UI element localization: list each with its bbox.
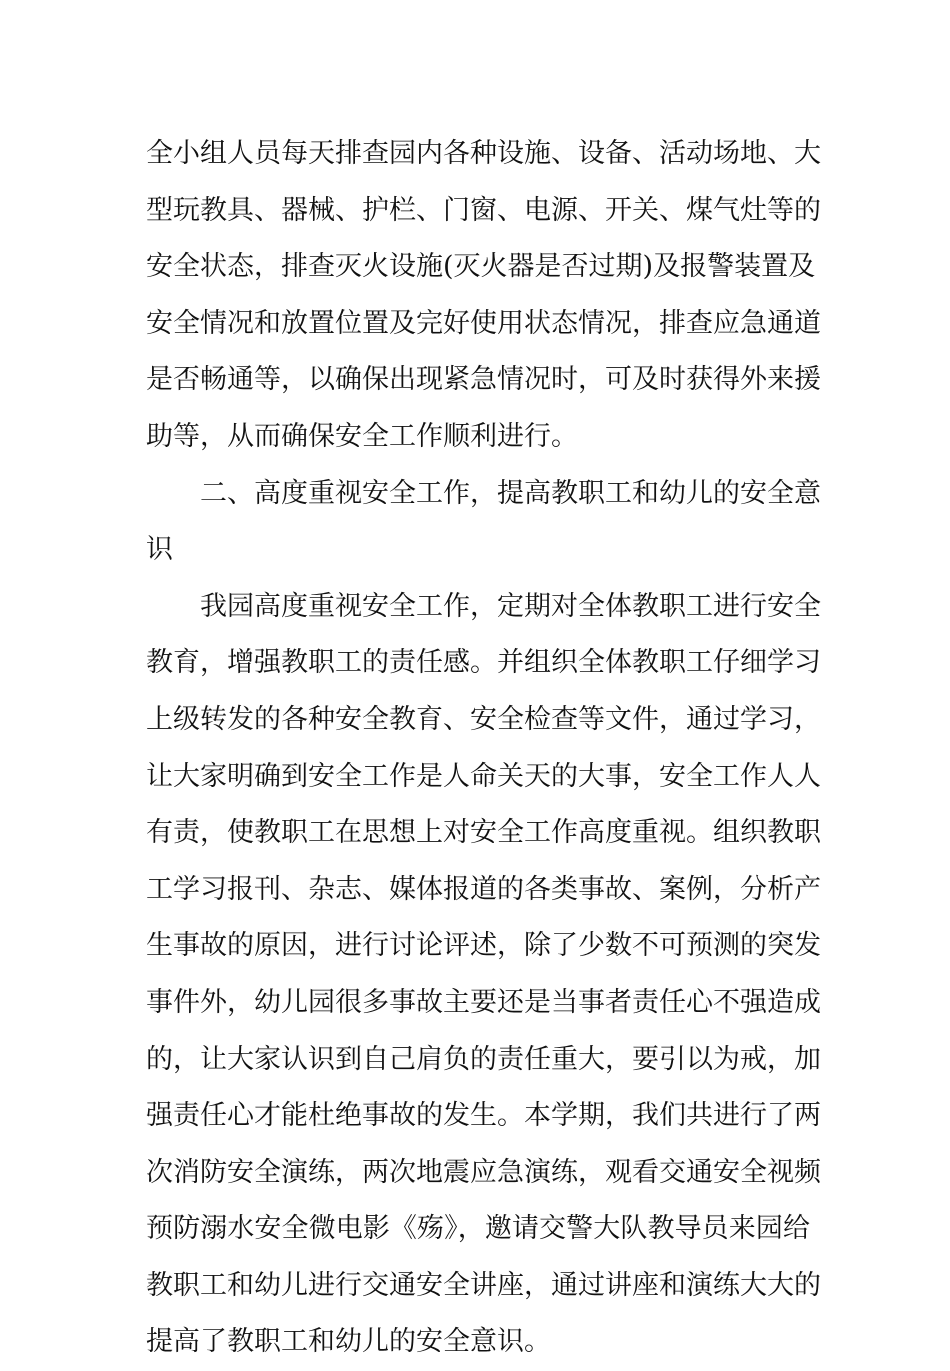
text-line: 预防溺水安全微电影《殇》，邀请交警大队教导员来园给 <box>146 1213 810 1245</box>
text-line: 我园高度重视安全工作，定期对全体教职工进行安全 <box>200 590 821 622</box>
text-line: 型玩教具、器械、护栏、门窗、电源、开关、煤气灶等的 <box>146 194 821 226</box>
text-line: 上级转发的各种安全教育、安全检查等文件，通过学习， <box>146 703 821 735</box>
text-line: 生事故的原因，进行讨论评述，除了少数不可预测的突发 <box>146 930 821 962</box>
text-line: 安全状态，排查灭火设施(灭火器是否过期)及报警装置及 <box>146 251 816 283</box>
text-line: 次消防安全演练，两次地震应急演练，观看交通安全视频 <box>146 1156 821 1188</box>
text-line: 强责任心才能杜绝事故的发生。本学期，我们共进行了两 <box>146 1100 821 1132</box>
text-line: 提高了教职工和幼儿的安全意识。 <box>146 1326 551 1358</box>
text-line: 事件外，幼儿园很多事故主要还是当事者责任心不强造成 <box>146 986 821 1018</box>
paragraph-safety-inspection <box>146 126 821 466</box>
text-line: 让大家明确到安全工作是人命关天的大事，安全工作人人 <box>146 760 821 792</box>
heading-line: 二、高度重视安全工作，提高教职工和幼儿的安全意 <box>200 477 821 509</box>
section-heading-2 <box>146 466 821 579</box>
heading-line: 识 <box>146 534 173 566</box>
text-line: 安全情况和放置位置及完好使用状态情况，排查应急通道 <box>146 307 821 339</box>
text-line: 是否畅通等，以确保出现紧急情况时，可及时获得外来援 <box>146 364 821 396</box>
paragraph-safety-education <box>146 579 821 1371</box>
text-line: 工学习报刊、杂志、媒体报道的各类事故、案例，分析产 <box>146 873 821 905</box>
text-line: 的，让大家认识到自己肩负的责任重大，要引以为戒，加 <box>146 1043 821 1075</box>
text-line: 全小组人员每天排查园内各种设施、设备、活动场地、大 <box>146 138 821 169</box>
text-line: 助等，从而确保安全工作顺利进行。 <box>146 420 578 452</box>
text-line: 教育，增强教职工的责任感。并组织全体教职工仔细学习 <box>146 647 821 679</box>
text-line: 教职工和幼儿进行交通安全讲座，通过讲座和演练大大的 <box>146 1269 821 1301</box>
text-line: 有责，使教职工在思想上对安全工作高度重视。组织教职 <box>146 817 821 849</box>
document-body <box>146 126 821 1371</box>
